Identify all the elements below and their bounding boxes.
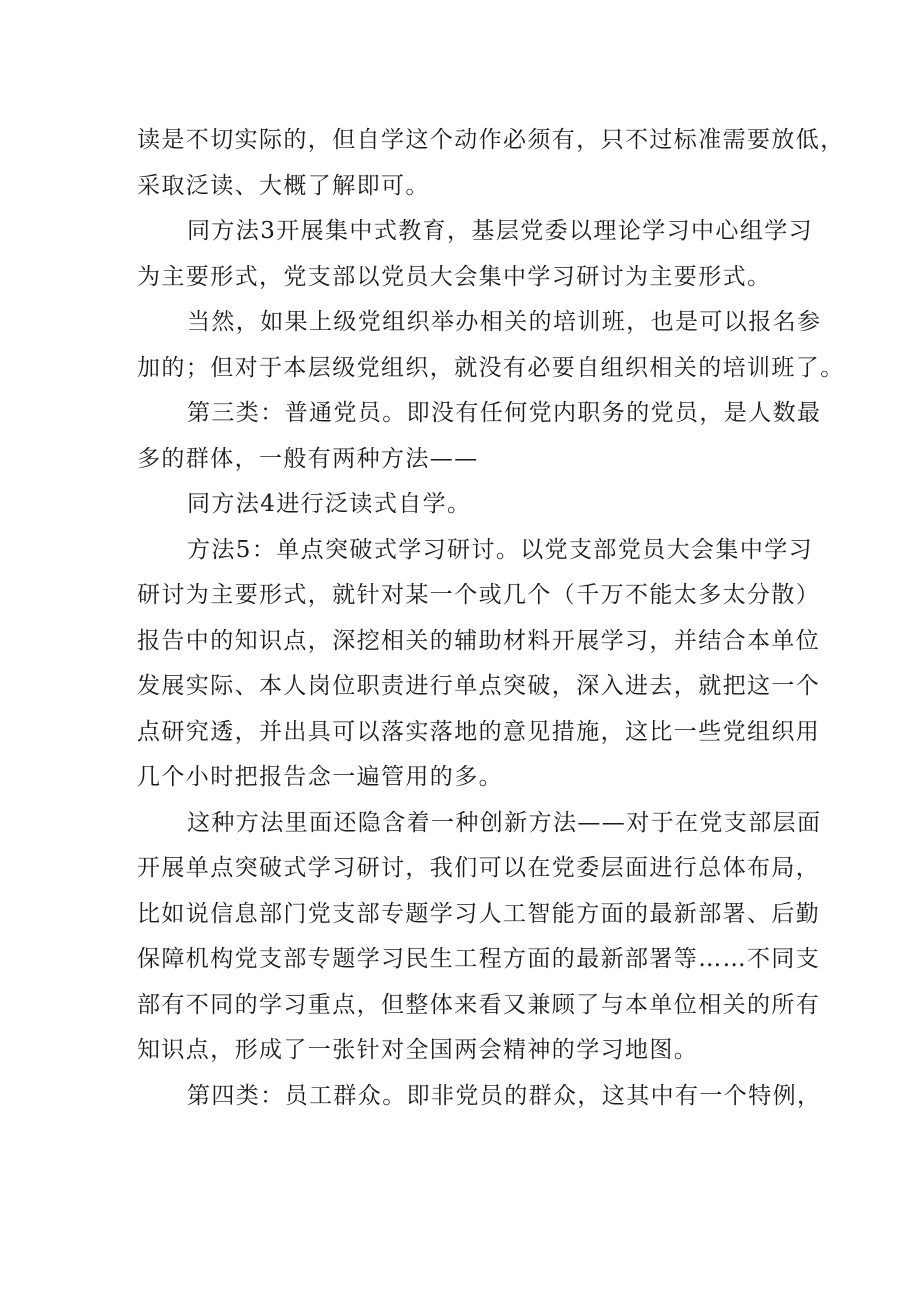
- paragraph: [137, 300, 845, 391]
- text-line: 方法5：单点突破式学习研讨。以党支部党员大会集中学习: [187, 536, 814, 563]
- text-line: 加的；但对于本层级党组织，就没有必要自组织相关的培训班了。: [137, 354, 845, 381]
- paragraph: [137, 801, 822, 1074]
- text-line: 读是不切实际的，但自学这个动作必须有，只不过标准需要放低，: [137, 127, 845, 153]
- paragraph: [137, 391, 822, 482]
- text-line: 知识点，形成了一张针对全国两会精神的学习地图。: [137, 1037, 699, 1063]
- paragraph: [137, 209, 814, 300]
- text-line: 采取泛读、大概了解即可。: [137, 172, 430, 199]
- text-line: 同方法4进行泛读式自学。: [187, 491, 472, 517]
- text-line: 多的群体，一般有两种方法——: [137, 445, 479, 472]
- text-line: 同方法3开展集中式教育，基层党委以理论学习中心组学习: [187, 218, 814, 244]
- text-line: 当然，如果上级党组织举办相关的培训班，也是可以报名参: [187, 309, 822, 335]
- text-line: 为主要形式，党支部以党员大会集中学习研讨为主要形式。: [137, 263, 772, 290]
- paragraph: [137, 1074, 822, 1120]
- text-line: 报告中的知识点，深挖相关的辅助材料开展学习，并结合本单位: [137, 627, 821, 654]
- paragraph: [137, 482, 797, 528]
- text-line: 保障机构党支部专题学习民生工程方面的最新部署等……不同支: [137, 946, 821, 972]
- text-line: 第三类：普通党员。即没有任何党内职务的党员，是人数最: [187, 400, 822, 426]
- text-line: 开展单点突破式学习研讨，我们可以在党委层面进行总体布局，: [137, 855, 821, 881]
- text-line: 第四类：员工群众。即非党员的群众，这其中有一个特例，: [187, 1082, 822, 1109]
- text-line: 几个小时把报告念一遍管用的多。: [137, 764, 503, 790]
- text-line: 点研究透，并出具可以落实落地的意见措施，这比一些党组织用: [137, 718, 821, 745]
- text-line: 部有不同的学习重点，但整体来看又兼顾了与本单位相关的所有: [137, 991, 821, 1018]
- document-body: [137, 118, 845, 1119]
- text-line: 研讨为主要形式，就针对某一个或几个（千万不能太多太分散）: [137, 582, 821, 608]
- paragraph: [137, 118, 845, 209]
- text-line: 比如说信息部门党支部专题学习人工智能方面的最新部署、后勤: [137, 900, 821, 927]
- paragraph: [137, 528, 821, 801]
- text-line: 这种方法里面还隐含着一种创新方法——对于在党支部层面: [187, 809, 822, 836]
- text-line: 发展实际、本人岗位职责进行单点突破，深入进去，就把这一个: [137, 673, 821, 699]
